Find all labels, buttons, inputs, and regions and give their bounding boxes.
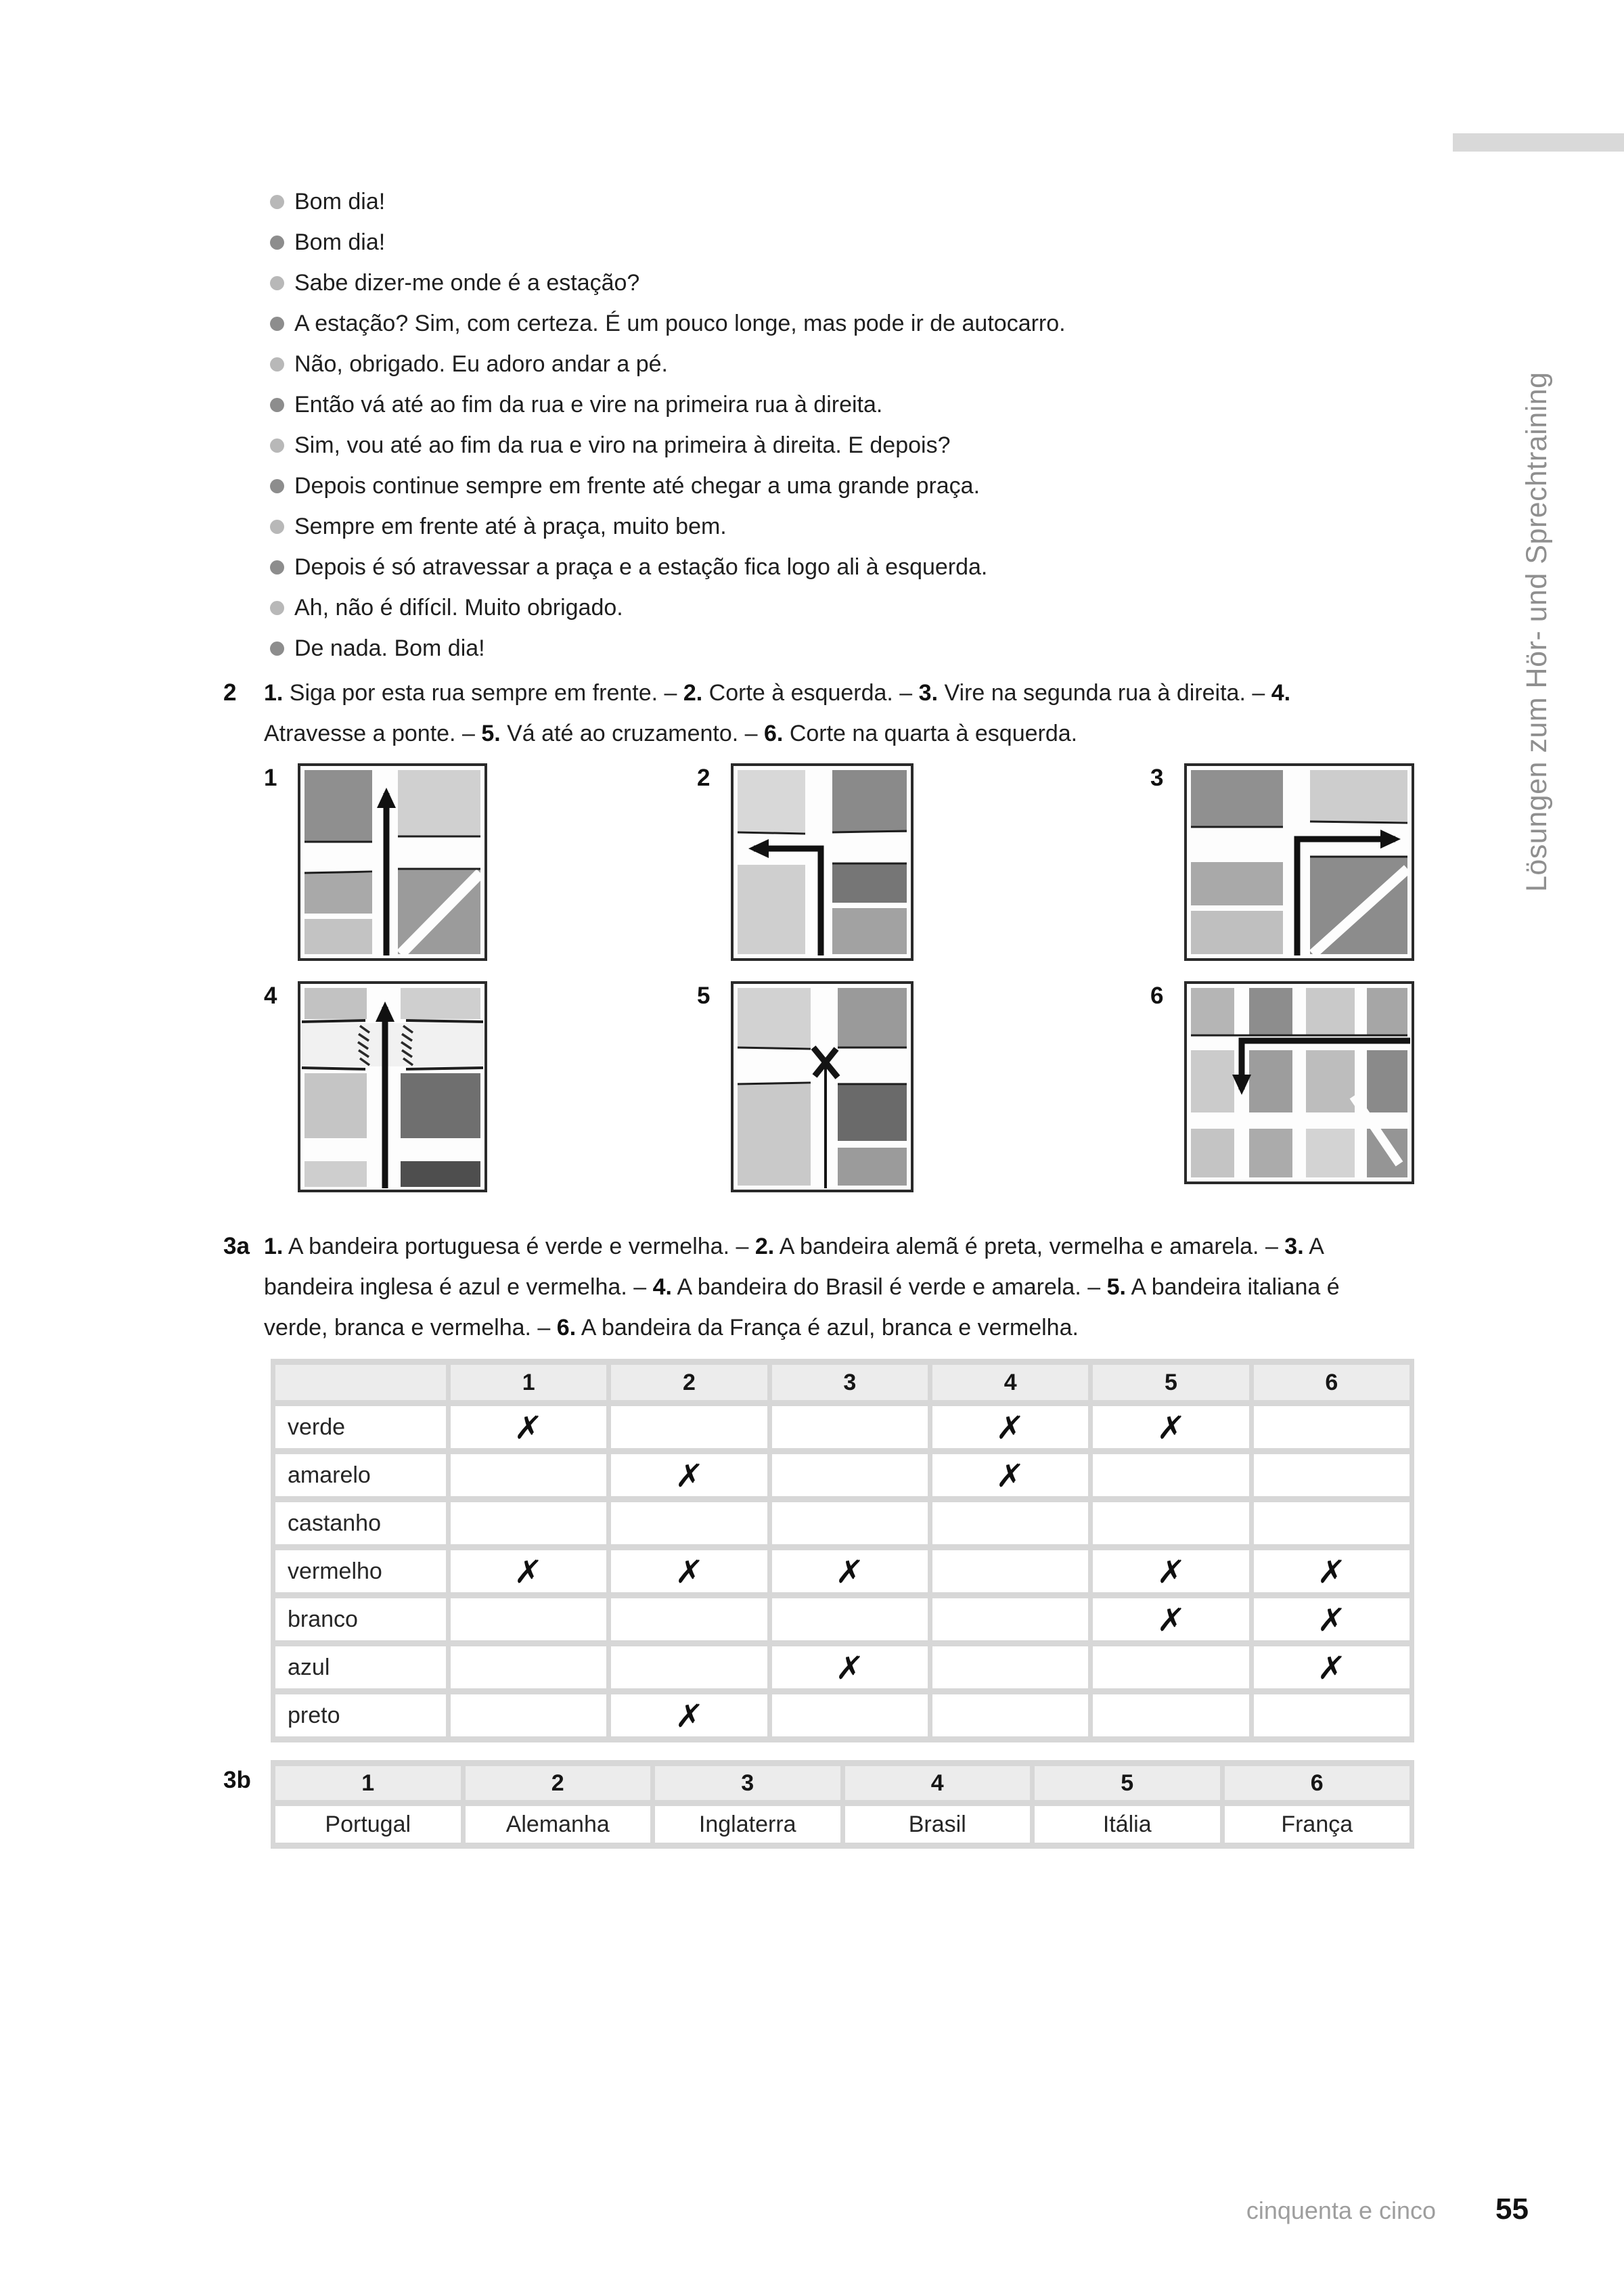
page-footer xyxy=(1246,2192,1529,2226)
mark-cell xyxy=(451,1646,606,1688)
column-header: 4 xyxy=(932,1365,1088,1400)
mark-cell xyxy=(1254,1406,1409,1448)
dialogue-line xyxy=(223,425,1414,466)
exercise-3b-number: 3b xyxy=(223,1767,251,1793)
speaker-bullet-icon xyxy=(270,601,284,615)
column-header: 6 xyxy=(1225,1766,1410,1800)
dialogue-line xyxy=(223,344,1414,384)
color-row-branco xyxy=(275,1598,1409,1640)
row-label: preto xyxy=(275,1694,446,1736)
row-label: azul xyxy=(275,1646,446,1688)
mark-cell xyxy=(1093,1694,1248,1736)
x-mark: ✗ xyxy=(513,1409,544,1445)
dialogue-line xyxy=(223,466,1414,506)
speaker-bullet-icon xyxy=(270,398,284,412)
item-marker: 4. xyxy=(652,1274,672,1300)
x-mark: ✗ xyxy=(1155,1601,1186,1638)
x-mark: ✗ xyxy=(1316,1649,1347,1686)
mark-cell xyxy=(932,1694,1088,1736)
dialogue-line xyxy=(223,384,1414,425)
x-mark: ✗ xyxy=(674,1457,704,1493)
item-marker: 2. xyxy=(683,680,703,706)
exercise-2 xyxy=(223,673,1414,754)
dialogue-text: Depois continue sempre em frente até chegar a uma grande praça. xyxy=(294,473,980,499)
map-cell-5 xyxy=(697,981,914,1192)
map-number: 4 xyxy=(264,983,277,1009)
column-header: 6 xyxy=(1254,1365,1409,1400)
flag-colors-table xyxy=(271,1359,1414,1742)
mark-cell xyxy=(611,1646,767,1688)
column-header: 1 xyxy=(451,1365,606,1400)
dialogue-text: Sempre em frente até à praça, muito bem. xyxy=(294,514,727,539)
footer-page-number: 55 xyxy=(1495,2192,1529,2226)
dialogue-text: Bom dia! xyxy=(294,189,386,215)
map-cell-4 xyxy=(264,981,487,1192)
country-cell: Brasil xyxy=(845,1806,1031,1843)
maps-grid xyxy=(223,763,1414,1211)
column-header: 2 xyxy=(611,1365,767,1400)
mark-cell xyxy=(1254,1502,1409,1544)
colors-table-corner-cell xyxy=(275,1365,446,1400)
dialogue-line xyxy=(223,263,1414,303)
item-marker: 6. xyxy=(764,721,784,746)
speaker-bullet-icon xyxy=(270,560,284,575)
country-cell: Portugal xyxy=(275,1806,461,1843)
mark-cell xyxy=(1254,1598,1409,1640)
dialogue-text: A estação? Sim, com certeza. É um pouco longe, mas pode ir de autocarro. xyxy=(294,311,1066,336)
dialogue-text: De nada. Bom dia! xyxy=(294,635,485,661)
mark-cell xyxy=(451,1502,606,1544)
dialogue-line xyxy=(223,587,1414,628)
footer-page-words: cinquenta e cinco xyxy=(1246,2197,1437,2224)
color-row-verde xyxy=(275,1406,1409,1448)
mark-cell xyxy=(932,1454,1088,1496)
dialogue-line xyxy=(223,303,1414,344)
country-cell: Alemanha xyxy=(466,1806,651,1843)
speaker-bullet-icon xyxy=(270,317,284,331)
mark-cell xyxy=(1254,1550,1409,1592)
map-illustration-cross-bridge xyxy=(298,981,487,1192)
mark-cell xyxy=(772,1502,928,1544)
mark-cell xyxy=(1093,1646,1248,1688)
exercise-3a-text xyxy=(264,1226,1377,1348)
dialogue-line xyxy=(223,547,1414,587)
item-marker: 1. xyxy=(264,680,284,706)
row-label: verde xyxy=(275,1406,446,1448)
item-text: Siga por esta rua sempre em frente. – xyxy=(283,680,683,706)
dialogue-line xyxy=(223,628,1414,669)
mark-cell xyxy=(1254,1454,1409,1496)
x-mark: ✗ xyxy=(1155,1409,1186,1445)
mark-cell xyxy=(451,1550,606,1592)
column-header: 3 xyxy=(772,1365,928,1400)
dialogue-text: Sim, vou até ao fim da rua e viro na primeira à direita. E depois? xyxy=(294,432,951,458)
row-label: castanho xyxy=(275,1502,446,1544)
item-marker: 5. xyxy=(1106,1274,1126,1300)
map-illustration-turn-right xyxy=(1184,763,1414,961)
speaker-bullet-icon xyxy=(270,195,284,209)
map-cell-2 xyxy=(697,763,914,961)
mark-cell xyxy=(932,1406,1088,1448)
x-mark: ✗ xyxy=(834,1649,865,1686)
mark-cell xyxy=(611,1598,767,1640)
map-illustration-turn-down-left xyxy=(1184,981,1414,1184)
column-header: 3 xyxy=(655,1766,840,1800)
x-mark: ✗ xyxy=(834,1553,865,1590)
item-text: A bandeira portuguesa é verde e vermelha. – xyxy=(283,1234,755,1259)
item-marker: 5. xyxy=(481,721,501,746)
speaker-bullet-icon xyxy=(270,276,284,290)
speaker-bullet-icon xyxy=(270,479,284,493)
map-illustration-turn-left xyxy=(731,763,914,961)
dialogue-line xyxy=(223,181,1414,222)
mark-cell xyxy=(932,1550,1088,1592)
item-text: Corte à esquerda. – xyxy=(702,680,919,706)
country-cell: Inglaterra xyxy=(655,1806,840,1843)
item-text: A bandeira inglesa é azul e vermelha. – xyxy=(264,1234,1324,1300)
speaker-bullet-icon xyxy=(270,641,284,656)
map-cell-6 xyxy=(1150,981,1414,1184)
row-label: vermelho xyxy=(275,1550,446,1592)
colors-table-header-row xyxy=(275,1365,1409,1400)
item-text: Vire na segunda rua à direita. – xyxy=(938,680,1271,706)
dialogue-line xyxy=(223,222,1414,263)
countries-table xyxy=(271,1760,1414,1849)
item-marker: 3. xyxy=(1284,1234,1304,1259)
dialogue-text: Depois é só atravessar a praça e a estação fica logo ali à esquerda. xyxy=(294,554,988,580)
countries-header-row xyxy=(275,1766,1409,1800)
column-header: 2 xyxy=(466,1766,651,1800)
map-illustration-crossroads-x xyxy=(731,981,914,1192)
x-mark: ✗ xyxy=(995,1409,1026,1445)
mark-cell xyxy=(611,1502,767,1544)
exercise-3a-number: 3a xyxy=(223,1233,250,1259)
color-row-vermelho xyxy=(275,1550,1409,1592)
speaker-bullet-icon xyxy=(270,438,284,453)
column-header: 4 xyxy=(845,1766,1031,1800)
x-mark: ✗ xyxy=(674,1553,704,1590)
x-mark: ✗ xyxy=(1316,1553,1347,1590)
mark-cell xyxy=(451,1694,606,1736)
color-row-preto xyxy=(275,1694,1409,1736)
map-cell-3 xyxy=(1150,763,1414,961)
country-cell: Itália xyxy=(1035,1806,1220,1843)
mark-cell xyxy=(611,1550,767,1592)
mark-cell xyxy=(932,1502,1088,1544)
x-mark: ✗ xyxy=(513,1553,544,1590)
mark-cell xyxy=(772,1406,928,1448)
map-number: 6 xyxy=(1150,983,1164,1009)
map-number: 3 xyxy=(1150,765,1164,791)
dialogue-text: Ah, não é difícil. Muito obrigado. xyxy=(294,595,623,621)
dialogue-text: Não, obrigado. Eu adoro andar a pé. xyxy=(294,351,668,377)
column-header: 1 xyxy=(275,1766,461,1800)
mark-cell xyxy=(1093,1454,1248,1496)
mark-cell xyxy=(772,1454,928,1496)
x-mark: ✗ xyxy=(995,1457,1026,1493)
mark-cell xyxy=(772,1646,928,1688)
mark-cell xyxy=(1093,1550,1248,1592)
sidebar-vertical-label: Lösungen zum Hör- und Sprechtraining xyxy=(1520,372,1553,892)
mark-cell xyxy=(772,1598,928,1640)
x-mark: ✗ xyxy=(1155,1553,1186,1590)
page-content xyxy=(223,181,1414,1849)
mark-cell xyxy=(451,1406,606,1448)
dialogue-list xyxy=(223,181,1414,669)
map-number: 2 xyxy=(697,765,710,791)
dialogue-text: Então vá até ao fim da rua e vire na primeira rua à direita. xyxy=(294,392,883,418)
mark-cell xyxy=(1254,1694,1409,1736)
item-marker: 4. xyxy=(1271,680,1291,706)
item-text: A bandeira alemã é preta, vermelha e amarela. – xyxy=(774,1234,1285,1259)
item-text: A bandeira da França é azul, branca e vermelha. xyxy=(576,1315,1079,1341)
speaker-bullet-icon xyxy=(270,357,284,372)
mark-cell xyxy=(1093,1502,1248,1544)
map-number: 1 xyxy=(264,765,277,791)
item-text: Corte na quarta à esquerda. xyxy=(783,721,1078,746)
item-marker: 2. xyxy=(754,1234,775,1259)
color-row-amarelo xyxy=(275,1454,1409,1496)
dialogue-line xyxy=(223,506,1414,547)
exercise-2-text xyxy=(264,673,1377,754)
row-label: amarelo xyxy=(275,1454,446,1496)
speaker-bullet-icon xyxy=(270,520,284,534)
country-cell: França xyxy=(1225,1806,1410,1843)
x-mark: ✗ xyxy=(1316,1601,1347,1638)
mark-cell xyxy=(932,1646,1088,1688)
row-label: branco xyxy=(275,1598,446,1640)
color-row-castanho xyxy=(275,1502,1409,1544)
item-text: A bandeira do Brasil é verde e amarela. – xyxy=(671,1274,1107,1300)
mark-cell xyxy=(611,1694,767,1736)
exercise-3a xyxy=(223,1226,1414,1348)
mark-cell xyxy=(451,1598,606,1640)
mark-cell xyxy=(932,1598,1088,1640)
map-illustration-straight-ahead xyxy=(298,763,487,961)
item-text: Atravesse a ponte. – xyxy=(264,721,482,746)
mark-cell xyxy=(611,1406,767,1448)
countries-row xyxy=(275,1806,1409,1843)
dialogue-text: Bom dia! xyxy=(294,229,386,255)
exercise-3b xyxy=(223,1760,1414,1849)
x-mark: ✗ xyxy=(674,1697,704,1734)
exercise-2-number: 2 xyxy=(223,679,237,706)
mark-cell xyxy=(1093,1406,1248,1448)
item-marker: 1. xyxy=(264,1234,284,1259)
mark-cell xyxy=(1093,1598,1248,1640)
dialogue-text: Sabe dizer-me onde é a estação? xyxy=(294,270,640,296)
item-marker: 6. xyxy=(556,1315,577,1341)
mark-cell xyxy=(772,1694,928,1736)
column-header: 5 xyxy=(1035,1766,1220,1800)
item-text: Vá até ao cruzamento. – xyxy=(500,721,765,746)
map-number: 5 xyxy=(697,983,710,1009)
map-cell-1 xyxy=(264,763,487,961)
column-header: 5 xyxy=(1093,1365,1248,1400)
mark-cell xyxy=(1254,1646,1409,1688)
mark-cell xyxy=(611,1454,767,1496)
color-row-azul xyxy=(275,1646,1409,1688)
item-marker: 3. xyxy=(918,680,939,706)
speaker-bullet-icon xyxy=(270,235,284,250)
item-text: A bandeira italiana é verde, branca e vermelha. – xyxy=(264,1274,1340,1341)
mark-cell xyxy=(772,1550,928,1592)
mark-cell xyxy=(451,1454,606,1496)
